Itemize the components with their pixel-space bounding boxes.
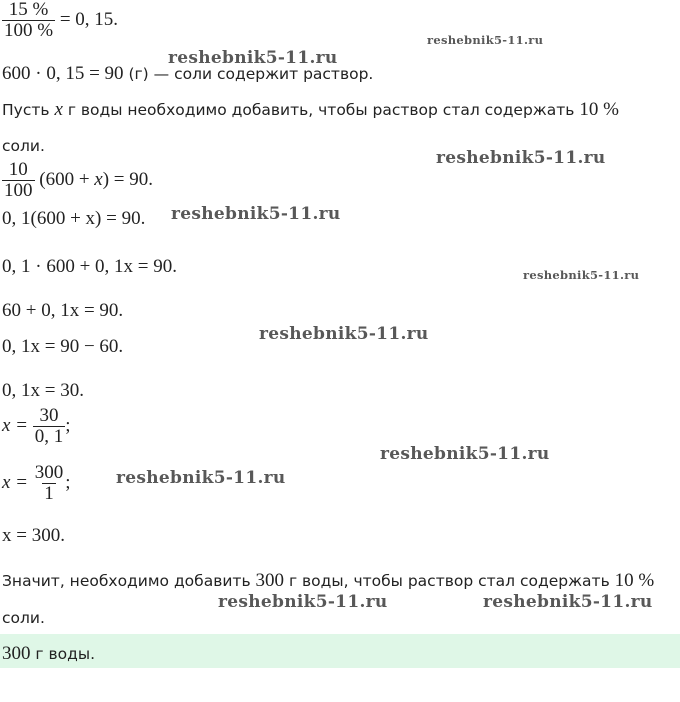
text-segment: (г) — соли содержит раствор. [123, 65, 374, 83]
answer-box [0, 634, 680, 668]
equation-line-1 [2, 0, 118, 41]
math-number: 300 [255, 570, 285, 591]
fraction [33, 406, 66, 447]
equation-line-12: x = 300. [2, 525, 65, 546]
equation-rest-a: (600 + [39, 168, 95, 190]
equation-line-7: 60 + 0, 1x = 90. [2, 300, 124, 321]
watermark: reshebnik5-11.ru [523, 268, 640, 282]
fraction-numerator: 15 % [8, 0, 49, 20]
fraction [2, 160, 35, 201]
watermark: reshebnik5-11.ru [218, 592, 388, 612]
watermark: reshebnik5-11.ru [380, 444, 550, 464]
watermark: reshebnik5-11.ru [427, 33, 544, 47]
math-percent: 10 % [579, 99, 619, 120]
fraction-denominator: 0, 1 [34, 425, 64, 447]
answer-number: 300 [2, 643, 31, 664]
equation-line-4 [2, 160, 153, 201]
fraction-denominator: 1 [44, 482, 54, 504]
fraction-denominator: 100 [4, 179, 33, 201]
watermark: reshebnik5-11.ru [436, 148, 606, 168]
watermark: reshebnik5-11.ru [483, 592, 653, 612]
text-line-13-cont: соли. [2, 609, 45, 627]
fraction-numerator: 10 [8, 159, 28, 180]
fraction-denominator: 100 % [4, 19, 54, 41]
answer-unit: г воды. [30, 645, 95, 663]
text-segment: Пусть [2, 101, 55, 119]
text-segment: г воды, чтобы раствор стал содержать [284, 572, 615, 590]
equation-end: ; [65, 414, 71, 436]
math-percent: 10 % [614, 570, 655, 591]
math-expression: 600 · 0, 15 = 90 [2, 63, 124, 84]
equation-line-8: 0, 1x = 90 − 60. [2, 336, 124, 357]
equation-rest: = 0, 15. [59, 8, 119, 30]
equation-line-10 [2, 406, 71, 447]
equation-rest-b: ) = 90. [102, 168, 154, 190]
fraction [2, 0, 55, 41]
fraction-numerator: 300 [34, 462, 64, 483]
watermark: reshebnik5-11.ru [116, 468, 286, 488]
equation-end: ; [65, 471, 71, 493]
equation-line-5: 0, 1(600 + x) = 90. [2, 208, 146, 229]
equation-line-11 [2, 463, 71, 504]
equation-lhs: x = [2, 414, 29, 436]
text-line-3-cont: соли. [2, 137, 45, 155]
answer-text [2, 643, 95, 665]
equation-lhs: x = [2, 471, 29, 493]
text-line-3 [2, 99, 619, 121]
text-segment: г воды необходимо добавить, чтобы раствор стал содержать [62, 101, 580, 119]
math-variable: x [54, 99, 63, 120]
equation-line-9: 0, 1x = 30. [2, 380, 84, 401]
text-line-13 [2, 570, 654, 592]
fraction [33, 463, 66, 504]
watermark: reshebnik5-11.ru [259, 324, 429, 344]
watermark: reshebnik5-11.ru [168, 48, 338, 68]
fraction-numerator: 30 [39, 405, 59, 426]
math-variable: x [94, 168, 103, 190]
text-segment: Значит, необходимо добавить [2, 572, 256, 590]
equation-line-6: 0, 1 · 600 + 0, 1x = 90. [2, 256, 178, 277]
watermark: reshebnik5-11.ru [171, 204, 341, 224]
